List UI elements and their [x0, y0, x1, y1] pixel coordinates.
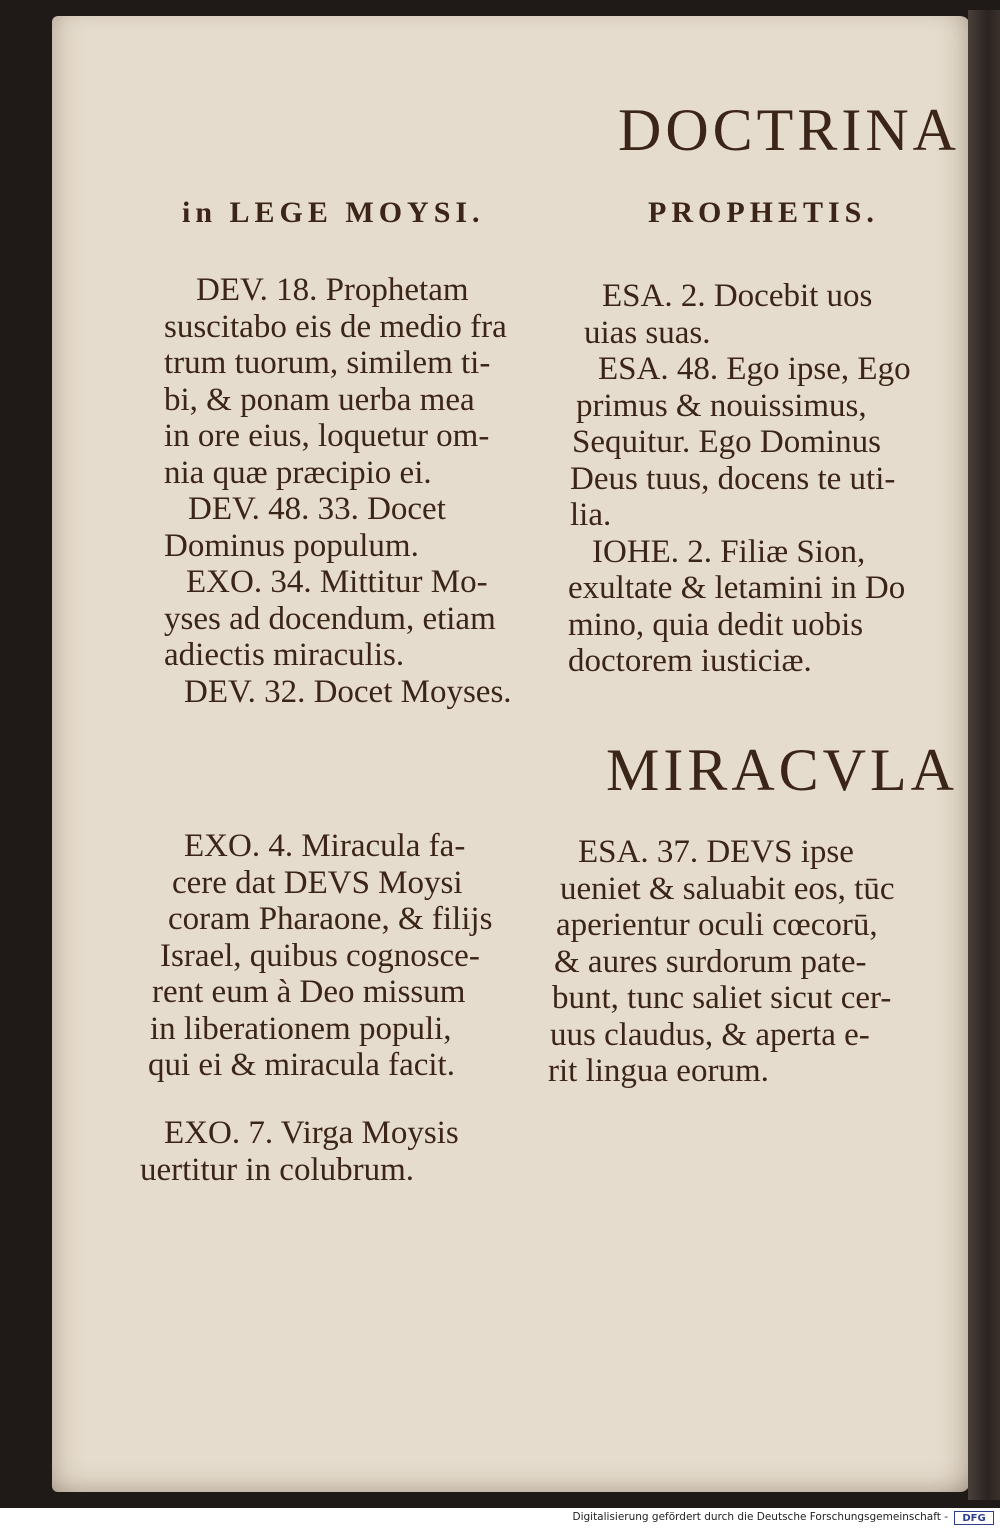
text-line: yses ad docendum, etiam	[164, 600, 496, 637]
entry-esa-48	[568, 351, 940, 534]
section-title-miracula: MIRACVLA	[605, 737, 958, 803]
doctrina-lege-column	[164, 272, 548, 710]
text-line: nia quæ præcipio ei.	[164, 454, 432, 491]
text-line: qui ei & miracula facit.	[148, 1047, 455, 1083]
text-line: ueniet & saluabit eos, tūc	[560, 870, 895, 907]
column-heading-prophetis: PROPHETIS.	[648, 196, 879, 229]
text-line: exultate & letamini in Do	[568, 570, 906, 606]
page-title: DOCTRINA	[618, 97, 960, 163]
miracula-lege-column	[148, 828, 528, 1084]
text-line: Dominus populum.	[164, 527, 419, 564]
entry-exo-7	[140, 1115, 520, 1188]
text-line: ESA. 2. Docebit uos	[602, 278, 873, 314]
text-line: Deus tuus, docens te uti-	[570, 460, 896, 497]
text-line: mino, quia dedit uobis	[568, 606, 864, 643]
dfg-logo: DFG	[954, 1511, 994, 1525]
text-line: uias suas.	[584, 314, 711, 351]
text-line: lia.	[570, 497, 612, 533]
column-heading-lege-moysi: in LEGE MOYSI.	[182, 196, 485, 229]
text-line: & aures surdorum pate-	[554, 943, 867, 980]
text-line: IOHE. 2. Filiæ Sion,	[592, 533, 866, 570]
book-edge	[968, 10, 1000, 1500]
entry-exo-34	[164, 564, 548, 674]
entry-deu-48	[164, 491, 548, 564]
text-line: doctorem iusticiæ.	[568, 643, 812, 679]
text-line: bi, & ponam uerba mea	[164, 381, 475, 418]
text-line: rent eum à Deo missum	[152, 974, 466, 1010]
text-line: rit lingua eorum.	[548, 1053, 769, 1089]
text-line: in ore eius, loquetur om-	[164, 418, 490, 454]
funding-notice: Digitalisierung gefördert durch die Deutsche Forschungsgemeinschaft -	[572, 1511, 948, 1523]
text-line: ESA. 37. DEVS ipse	[578, 834, 854, 870]
text-line: Sequitur. Ego Dominus	[572, 424, 881, 460]
entry-esa-37	[548, 834, 938, 1090]
text-line: trum tuorum, similem ti-	[164, 345, 491, 381]
text-line: in liberationem populi,	[150, 1010, 452, 1047]
entry-iohe-2	[568, 534, 940, 680]
text-line: EXO. 34. Mittitur Mo-	[186, 564, 488, 600]
text-line: EXO. 7. Virga Moysis	[164, 1115, 459, 1151]
text-line: suscitabo eis de medio fra	[164, 308, 507, 345]
text-line: DEV. 18. Prophetam	[196, 272, 469, 308]
doctrina-prophetis-column	[568, 278, 940, 680]
entry-esa-2	[568, 278, 940, 351]
entry-deu-32	[164, 674, 548, 711]
entry-exo-4	[148, 828, 528, 1084]
text-line: uus claudus, & aperta e-	[550, 1016, 870, 1053]
digitization-footer	[0, 1508, 1000, 1529]
text-line: ESA. 48. Ego ipse, Ego	[598, 351, 911, 387]
text-line: coram Pharaone, & filijs	[168, 901, 493, 937]
text-line: Israel, quibus cognosce-	[160, 937, 480, 974]
text-line: bunt, tunc saliet sicut cer-	[552, 980, 892, 1016]
text-line: adiectis miraculis.	[164, 637, 405, 673]
text-line: DEV. 48. 33. Docet	[188, 491, 446, 527]
miracula-prophetis-column	[548, 834, 938, 1090]
text-line: EXO. 4. Miracula fa-	[184, 828, 466, 864]
text-line: cere dat DEVS Moysi	[172, 864, 463, 901]
text-line: uertitur in colubrum.	[140, 1151, 415, 1188]
text-line: primus & nouissimus,	[576, 387, 867, 424]
entry-deu-18	[164, 272, 548, 491]
text-line: aperientur oculi cœcorū,	[556, 907, 878, 943]
text-line: DEV. 32. Docet Moyses.	[184, 673, 512, 710]
